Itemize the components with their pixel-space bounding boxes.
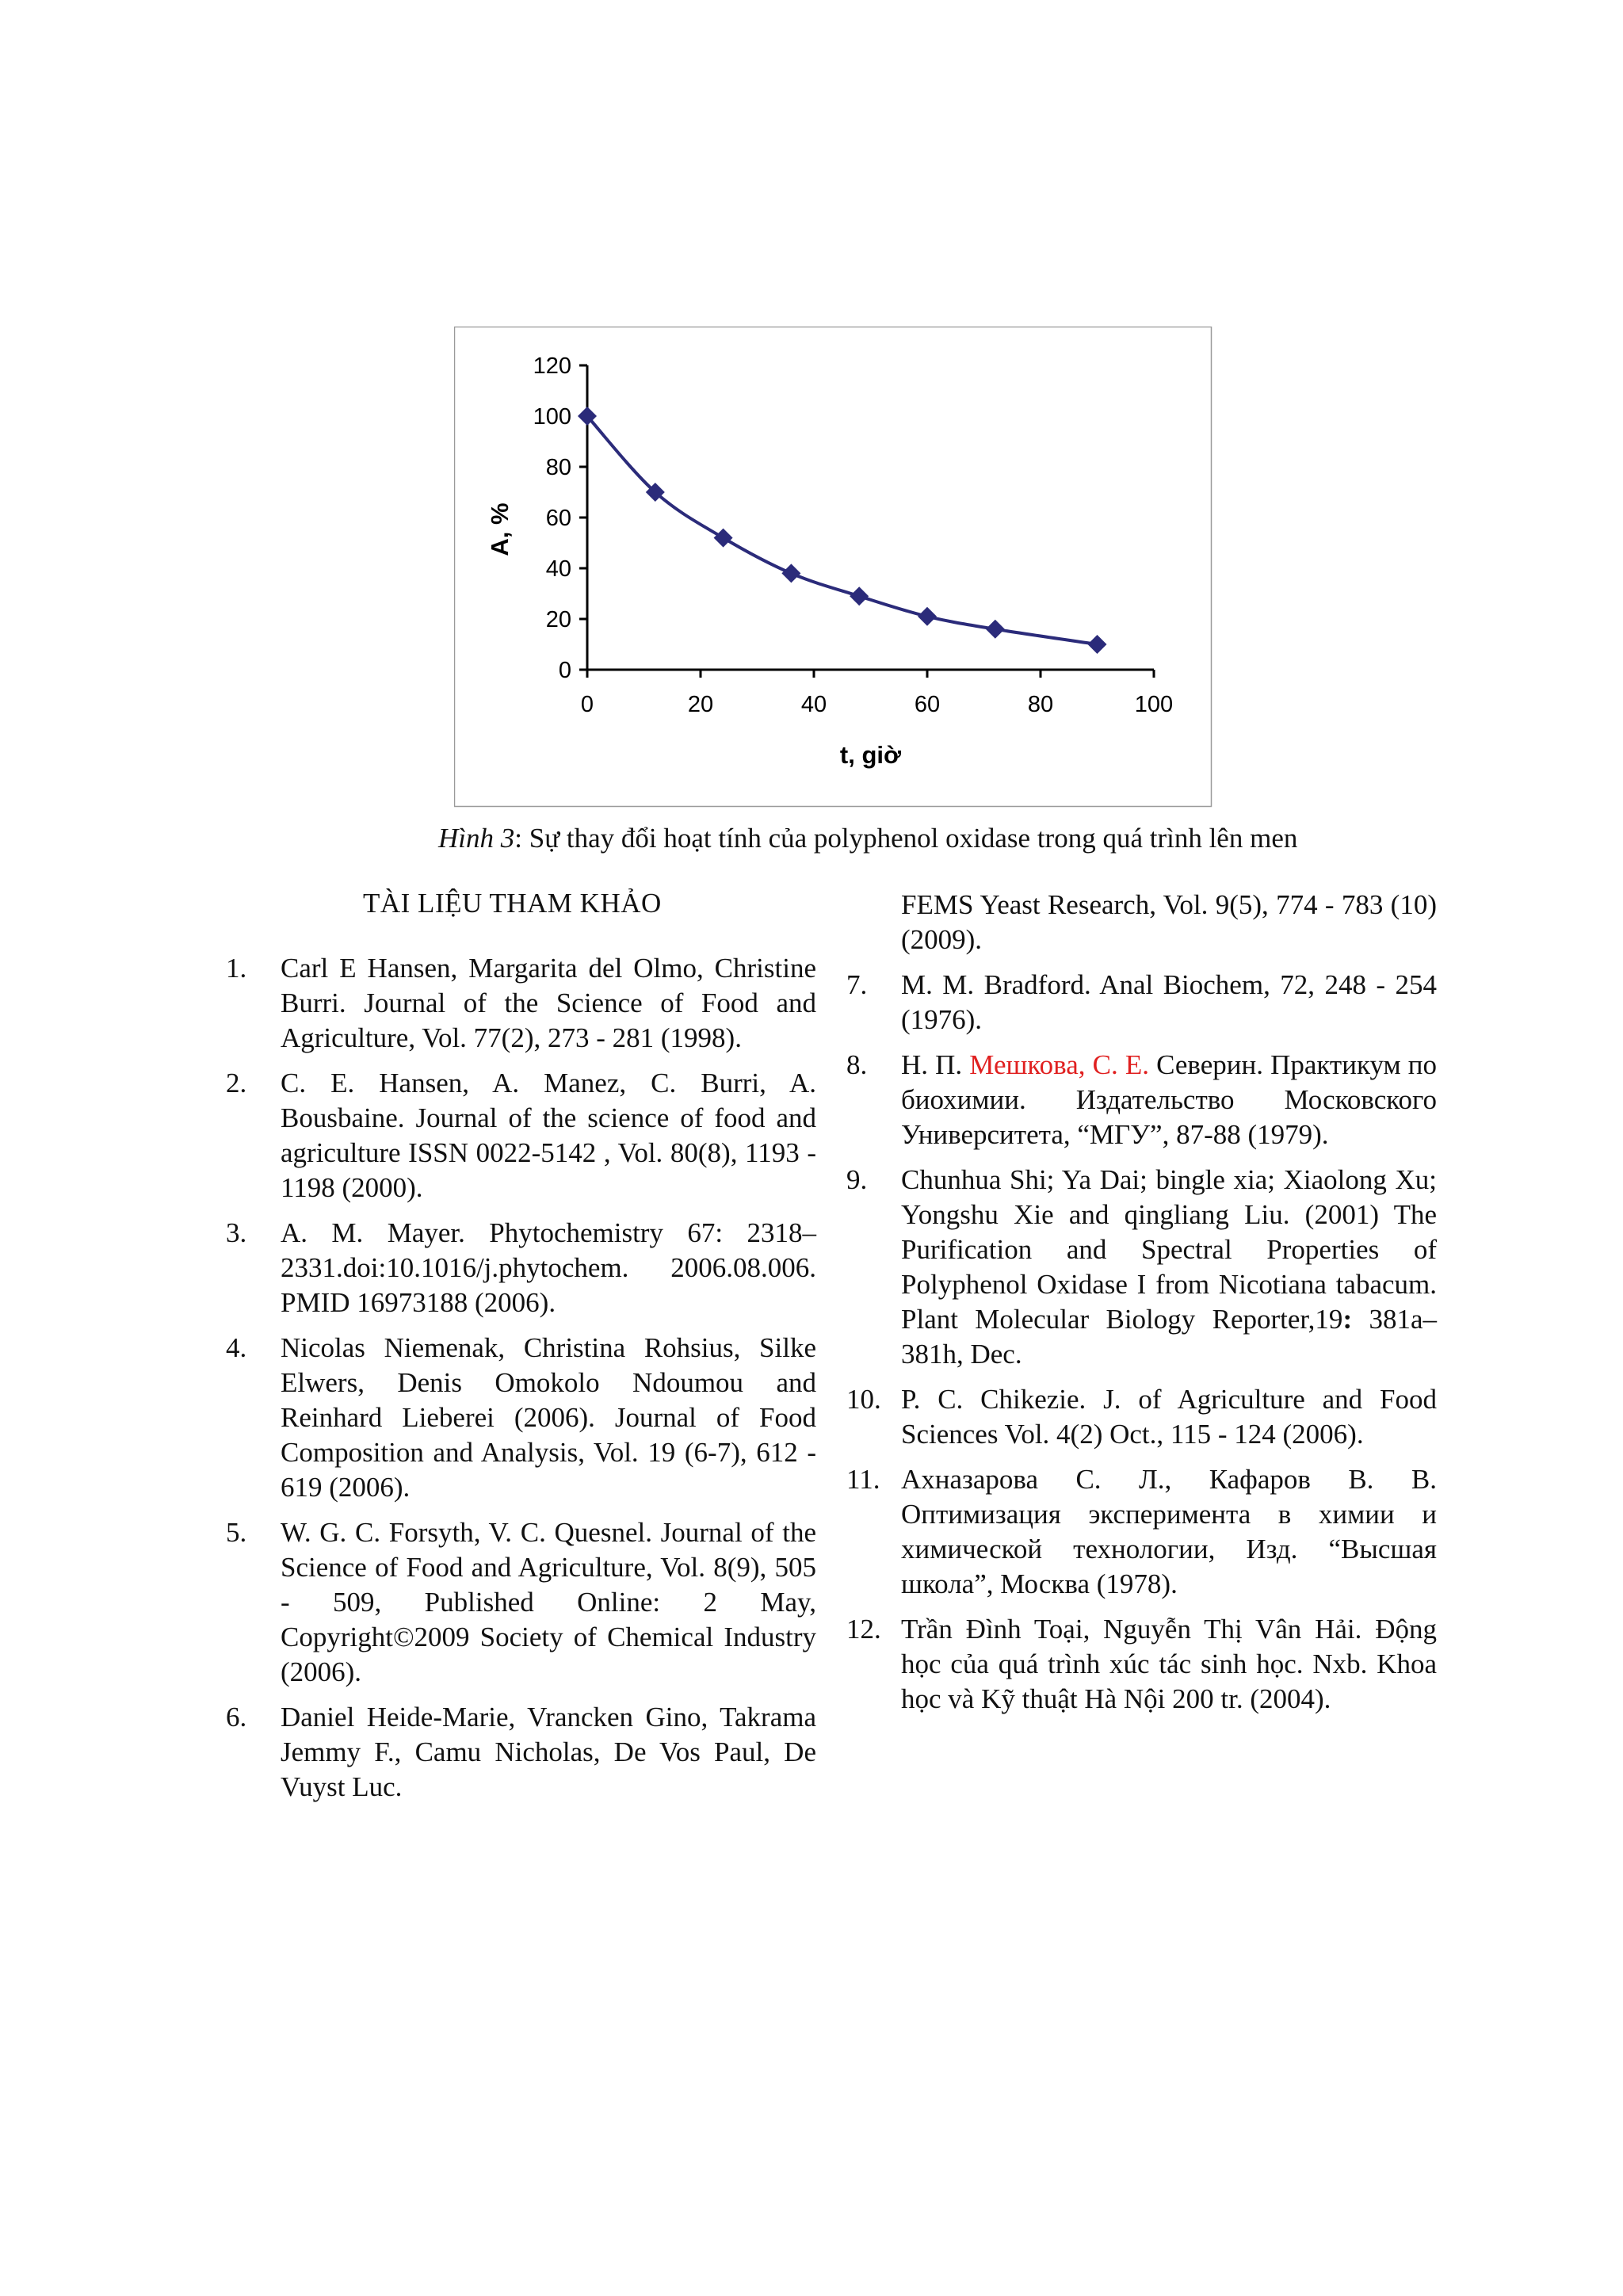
reference-text: Daniel Heide-Marie, Vrancken Gino, Takrama Jemmy F., Camu Nicholas, De Vos Paul, De Vuyst Luc. [281,1702,816,1802]
y-tick-label: 0 [558,658,571,683]
reference-number: 10. [846,1384,881,1415]
y-tick-label: 80 [545,455,571,480]
reference-text-pre: Н. П. [901,1049,970,1080]
reference-number: 1. [226,953,247,984]
reference-number: 11. [846,1464,880,1495]
reference-item [226,1515,816,1690]
x-tick-label: 80 [1027,692,1054,717]
x-tick-label: 60 [914,692,941,717]
reference-text-bold: : [1342,1304,1353,1335]
x-tick-label: 100 [1134,692,1174,717]
reference-item [846,968,1437,1037]
y-tick-label: 20 [545,607,571,632]
reference-number: 9. [846,1164,868,1195]
y-tick-label: 100 [533,404,571,430]
reference-text-post: 381a–381h, Dec. [901,1304,1437,1370]
reference-text: Trần Đình Toại, Nguyễn Thị Vân Hải. Động học của quá trình xúc tác sinh học. Nxb. Khoa học và Kỹ thuật Hà Nội 200 tr. (2004). [901,1614,1437,1714]
reference-text: Ахназарова С. Л., Кафаров В. В. Оптимизация эксперимента в химии и химической технологии, Изд. “Высшая школа”, Москва (1978). [901,1464,1437,1599]
reference-continuation [846,888,1437,957]
reference-number: 3. [226,1217,247,1248]
reference-item [226,1216,816,1320]
chart-svg [454,327,1212,808]
caption-label: Hình 3 [438,823,515,854]
reference-number: 12. [846,1614,881,1645]
reference-number: 8. [846,1049,868,1080]
reference-item [846,1462,1437,1602]
caption-text: : Sự thay đổi hoạt tính của polyphenol oxidase trong quá trình lên men [514,823,1298,854]
reference-number: 4. [226,1332,247,1363]
reference-text: W. G. C. Forsyth, V. C. Quesnel. Journal of the Science of Food and Agriculture, Vol. 8(9), 505 - 509, Published Online: 2 May, Copyright©2009 Society of Chemical Industry (2006). [281,1517,816,1687]
reference-text: FEMS Yeast Research, Vol. 9(5), 774 - 783 (10) (2009). [901,889,1437,955]
references-heading: TÀI LIỆU THAM KHẢO [363,888,662,919]
y-tick-label: 120 [533,353,571,379]
x-tick-label: 0 [580,692,594,717]
reference-item [846,1382,1437,1452]
x-tick-label: 20 [687,692,714,717]
reference-text: A. M. Mayer. Phytochemistry 67: 2318–2331.doi:10.1016/j.phytochem. 2006.08.006. PMID 16973188 (2006). [281,1217,816,1318]
reference-text-post: Северин. Практикум по биохимии. Издательство Московского Университета, “МГУ”, 87-88 (1979). [901,1049,1437,1150]
reference-item [226,1700,816,1805]
references-column-left [226,951,816,1815]
reference-text: M. M. Bradford. Anal Biochem, 72, 248 - 254 (1976). [901,969,1437,1035]
reference-item [226,951,816,1056]
reference-number: 7. [846,969,868,1000]
reference-number: 2. [226,1068,247,1098]
reference-text: Nicolas Niemenak, Christina Rohsius, Silke Elwers, Denis Omokolo Ndoumou and Reinhard Lieberei (2006). Journal of Food Composition and Analysis, Vol. 19 (6-7), 612 - 619 (2006). [281,1332,816,1503]
reference-number: 6. [226,1702,247,1733]
figure-caption [438,821,1389,856]
reference-text: C. E. Hansen, A. Manez, C. Burri, A. Bousbaine. Journal of the science of food and agriculture ISSN 0022-5142 , Vol. 80(8), 1193 - 1198 (2000). [281,1068,816,1203]
reference-item [846,1612,1437,1717]
x-axis-label: t, giờ [839,741,902,769]
figure-3-chart [454,327,1212,808]
reference-item [226,1331,816,1505]
references-column-right [846,888,1437,1727]
reference-text: Carl E Hansen, Margarita del Olmo, Christine Burri. Journal of the Science of Food and Agriculture, Vol. 77(2), 273 - 281 (1998). [281,953,816,1053]
y-tick-label: 60 [545,506,571,531]
y-tick-label: 40 [545,556,571,582]
reference-item [846,1048,1437,1152]
reference-number: 5. [226,1517,247,1548]
reference-text-highlight: Мешкова, С. Е. [969,1049,1149,1080]
reference-text: P. C. Chikezie. J. of Agriculture and Food Sciences Vol. 4(2) Oct., 115 - 124 (2006). [901,1384,1437,1450]
reference-text-pre: Chunhua Shi; Ya Dai; bingle xia; Xiaolong Xu; Yongshu Xie and qingliang Liu. (2001) The Purification and Spectral Properties of Polyphenol Oxidase I from Nicotiana tabacum. Plant Molecular Biology Reporter,19 [901,1164,1437,1335]
reference-item [846,1163,1437,1372]
x-tick-label: 40 [800,692,827,717]
y-axis-label: A, % [486,502,514,556]
reference-item [226,1066,816,1205]
